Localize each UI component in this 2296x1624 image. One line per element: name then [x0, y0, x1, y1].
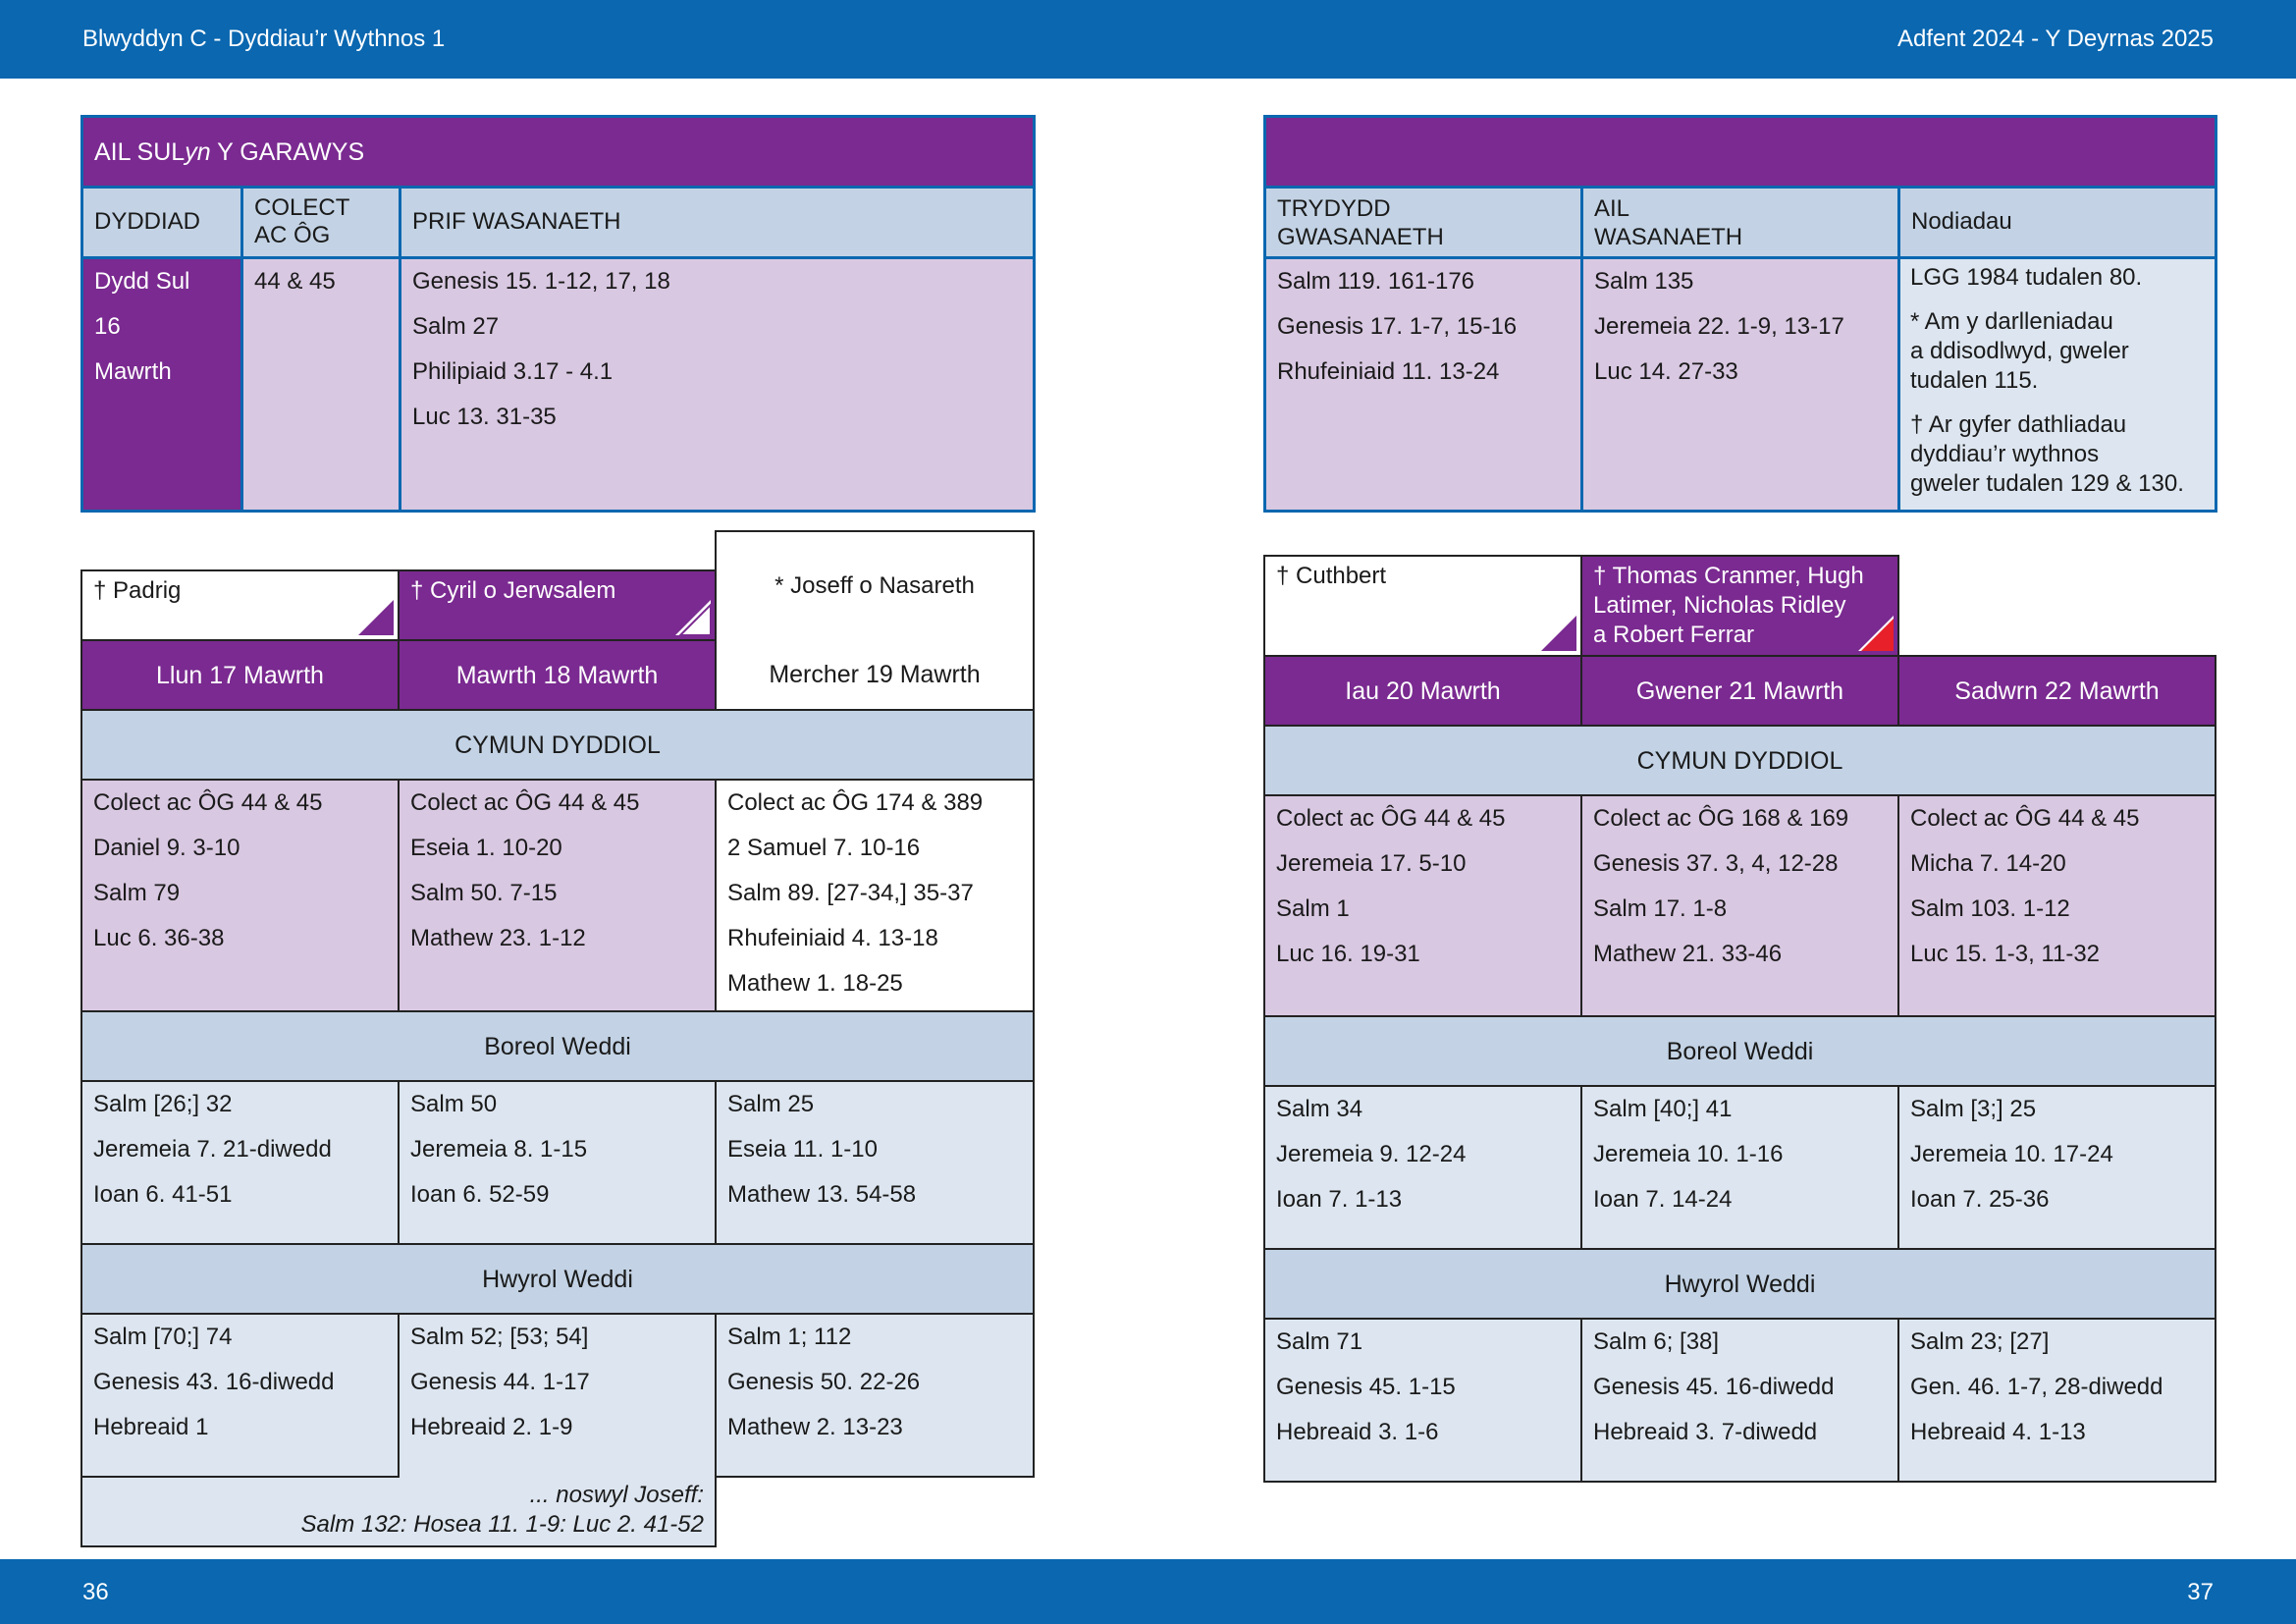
reading: Salm 89. [27-34,] 35-37 [727, 880, 974, 906]
note: * Am y darlleniadau a ddisodlwyd, gweler tudalen 115. [1910, 308, 2129, 394]
commemoration-padrig: † Padrig [80, 569, 400, 641]
reading: Ioan 7. 14-24 [1593, 1186, 1733, 1213]
header-band [0, 0, 2296, 79]
reading: Colect ac ÔG 174 & 389 [727, 789, 984, 816]
reading: Salm 25 [727, 1091, 815, 1117]
reading: Salm 119. 161-176 [1277, 268, 1475, 295]
reading: Luc 13. 31-35 [412, 404, 557, 430]
section-header-evening-prayer: Hwyrol Weddi [80, 1243, 1035, 1315]
reading: Salm 50. 7-15 [410, 880, 558, 906]
commemoration-cranmer: † Thomas Cranmer, Hugh Latimer, Nicholas Ridley a Robert Ferrar [1580, 555, 1899, 657]
morning-prayer-cell [398, 1080, 717, 1245]
reading: Colect ac ÔG 44 & 45 [410, 789, 640, 816]
reading: Colect ac ÔG 168 & 169 [1593, 805, 1849, 832]
reading: Luc 6. 36-38 [93, 925, 225, 951]
reading: Genesis 45. 1-15 [1276, 1374, 1456, 1400]
triangle-corner-icon [1858, 616, 1894, 651]
reading: Genesis 15. 1-12, 17, 18 [412, 268, 670, 295]
note: LGG 1984 tudalen 80. [1910, 264, 2143, 291]
reading: Jeremeia 7. 21-diwedd [93, 1136, 332, 1163]
reading: Eseia 1. 10-20 [410, 835, 562, 861]
sunday-title: AIL SUL yn Y GARAWYS [80, 115, 1036, 189]
eucharist-cell [1263, 794, 1582, 1017]
reading: Gen. 46. 1-7, 28-diwedd [1910, 1374, 2163, 1400]
reading: Philipiaid 3.17 - 4.1 [412, 358, 614, 385]
sunday-date-cell [80, 256, 243, 513]
reading: Salm 1; 112 [727, 1324, 852, 1350]
reading: Salm 17. 1-8 [1593, 895, 1728, 922]
reading: Genesis 43. 16-diwedd [93, 1369, 335, 1395]
header-left: Blwyddyn C - Dyddiau’r Wythnos 1 [82, 26, 446, 52]
eve-of-joseph-note: ... noswyl Joseff: Salm 132: Hosea 11. 1-9: Luc 2. 41-52 [80, 1476, 717, 1547]
date-line: Dydd Sul [94, 268, 190, 295]
section-header-evening-prayer: Hwyrol Weddi [1263, 1248, 2216, 1320]
reading: Ioan 7. 25-36 [1910, 1186, 2050, 1213]
reading: Salm 135 [1594, 268, 1694, 295]
note: † Ar gyfer dathliadau dyddiau’r wythnos gweler tudalen 129 & 130. [1910, 411, 2184, 497]
commemoration-joseff: * Joseff o Nasareth [715, 530, 1035, 641]
reading: Jeremeia 17. 5-10 [1276, 850, 1467, 877]
section-header-morning-prayer: Boreol Weddi [1263, 1015, 2216, 1087]
reading: Micha 7. 14-20 [1910, 850, 2066, 877]
reading: Genesis 17. 1-7, 15-16 [1277, 313, 1518, 340]
reading: Hebreaid 3. 1-6 [1276, 1419, 1439, 1445]
reading: Mathew 1. 18-25 [727, 970, 903, 997]
reading: Jeremeia 10. 1-16 [1593, 1141, 1784, 1167]
reading: Hebreaid 2. 1-9 [410, 1414, 573, 1440]
morning-prayer-cell [1263, 1085, 1582, 1250]
column-header-date: DYDDIAD [80, 186, 243, 259]
eucharist-cell [1897, 794, 2216, 1017]
reading: Rhufeiniaid 11. 13-24 [1277, 358, 1500, 385]
reading: Salm [3;] 25 [1910, 1096, 2037, 1122]
morning-prayer-cell [80, 1080, 400, 1245]
day-header-mercher: Mercher 19 Mawrth [715, 639, 1035, 711]
reading: Salm 6; [38] [1593, 1328, 1720, 1355]
day-header-iau: Iau 20 Mawrth [1263, 655, 1582, 727]
reading: Salm [26;] 32 [93, 1091, 233, 1117]
eucharist-cell [1580, 794, 1899, 1017]
reading: Colect ac ÔG 44 & 45 [1910, 805, 2140, 832]
morning-prayer-cell [1897, 1085, 2216, 1250]
day-header-gwener: Gwener 21 Mawrth [1580, 655, 1899, 727]
reading: Salm 50 [410, 1091, 498, 1117]
page-number-right: 37 [2187, 1579, 2214, 1605]
notes-cell [1897, 256, 2217, 513]
reading: Jeremeia 22. 1-9, 13-17 [1594, 313, 1844, 340]
divider [80, 1476, 400, 1478]
reading: Salm 103. 1-12 [1910, 895, 2070, 922]
footer-band [0, 1559, 2296, 1624]
reading: Salm 71 [1276, 1328, 1363, 1355]
eucharist-cell [80, 779, 400, 1012]
reading: Genesis 37. 3, 4, 12-28 [1593, 850, 1839, 877]
reading: 2 Samuel 7. 10-16 [727, 835, 921, 861]
date-line: Mawrth [94, 358, 172, 385]
reading: Daniel 9. 3-10 [93, 835, 240, 861]
reading: Hebreaid 4. 1-13 [1910, 1419, 2086, 1445]
section-header-eucharist: CYMUN DYDDIOL [80, 709, 1035, 781]
reading: Salm 52; [53; 54] [410, 1324, 589, 1350]
column-header-principal: PRIF WASANAETH [399, 186, 1036, 259]
eucharist-cell [398, 779, 717, 1012]
reading: Hebreaid 3. 7-diwedd [1593, 1419, 1818, 1445]
reading: Genesis 44. 1-17 [410, 1369, 590, 1395]
reading: Genesis 45. 16-diwedd [1593, 1374, 1835, 1400]
reading: Hebreaid 1 [93, 1414, 209, 1440]
triangle-corner-icon [675, 600, 711, 635]
date-line: 16 [94, 313, 121, 340]
triangle-corner-icon [1541, 616, 1576, 651]
column-header-second-service: AIL WASANAETH [1580, 186, 1900, 259]
reading: Salm [40;] 41 [1593, 1096, 1733, 1122]
reading: Mathew 23. 1-12 [410, 925, 586, 951]
section-header-eucharist: CYMUN DYDDIOL [1263, 725, 2216, 796]
reading: Jeremeia 10. 17-24 [1910, 1141, 2113, 1167]
reading: Salm 79 [93, 880, 181, 906]
third-service-cell [1263, 256, 1583, 513]
reading: Luc 15. 1-3, 11-32 [1910, 941, 2101, 967]
column-header-third-service: TRYDYDD GWASANAETH [1263, 186, 1583, 259]
reading: Salm 1 [1276, 895, 1350, 922]
column-header-collect: COLECT AC ÔG [240, 186, 401, 259]
sunday-collect-cell: 44 & 45 [240, 256, 401, 513]
header-right: Adfent 2024 - Y Deyrnas 2025 [1896, 26, 2214, 52]
day-header-llun: Llun 17 Mawrth [80, 639, 400, 711]
reading: Ioan 6. 52-59 [410, 1181, 550, 1208]
reading: Salm 34 [1276, 1096, 1363, 1122]
evening-prayer-cell [1263, 1318, 1582, 1483]
evening-prayer-cell [715, 1313, 1035, 1478]
evening-prayer-cell [80, 1313, 400, 1478]
reading: Mathew 13. 54-58 [727, 1181, 917, 1208]
section-header-morning-prayer: Boreol Weddi [80, 1010, 1035, 1082]
evening-prayer-cell [398, 1313, 717, 1478]
reading: Salm 23; [27] [1910, 1328, 2050, 1355]
triangle-corner-icon [358, 600, 394, 635]
day-header-mawrth: Mawrth 18 Mawrth [398, 639, 717, 711]
column-header-notes: Nodiadau [1897, 186, 2217, 259]
commemoration-cuthbert: † Cuthbert [1263, 555, 1582, 657]
reading: Rhufeiniaid 4. 13-18 [727, 925, 938, 951]
reading: Mathew 2. 13-23 [727, 1414, 903, 1440]
reading: Luc 14. 27-33 [1594, 358, 1738, 385]
reading: Genesis 50. 22-26 [727, 1369, 921, 1395]
morning-prayer-cell [715, 1080, 1035, 1245]
morning-prayer-cell [1580, 1085, 1899, 1250]
day-header-sadwrn: Sadwrn 22 Mawrth [1897, 655, 2216, 727]
reading: Colect ac ÔG 44 & 45 [1276, 805, 1506, 832]
evening-prayer-cell [1580, 1318, 1899, 1483]
commemoration-cyril: † Cyril o Jerwsalem [398, 569, 717, 641]
sunday-title-continued [1263, 115, 2217, 189]
reading: Ioan 7. 1-13 [1276, 1186, 1403, 1213]
page-number-left: 36 [82, 1579, 109, 1605]
reading: Mathew 21. 33-46 [1593, 941, 1783, 967]
reading: Salm [70;] 74 [93, 1324, 233, 1350]
reading: Salm 27 [412, 313, 500, 340]
eucharist-cell [715, 779, 1035, 1012]
second-service-cell [1580, 256, 1900, 513]
reading: Jeremeia 8. 1-15 [410, 1136, 588, 1163]
evening-prayer-cell [1897, 1318, 2216, 1483]
reading: Jeremeia 9. 12-24 [1276, 1141, 1467, 1167]
reading: Ioan 6. 41-51 [93, 1181, 233, 1208]
reading: Luc 16. 19-31 [1276, 941, 1420, 967]
sunday-principal-cell [399, 256, 1036, 513]
reading: Eseia 11. 1-10 [727, 1136, 878, 1163]
reading: Colect ac ÔG 44 & 45 [93, 789, 323, 816]
